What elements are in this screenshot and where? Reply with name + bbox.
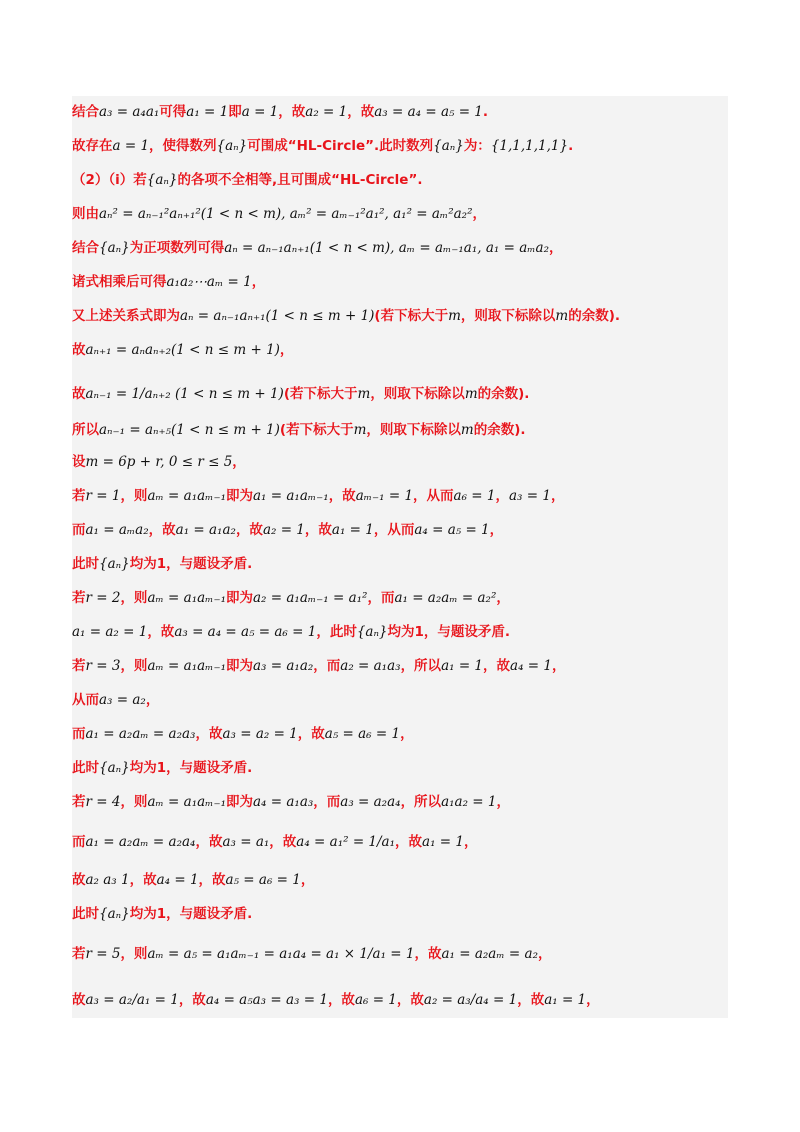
red-text-run: ，故 xyxy=(235,522,263,538)
math-expression: {aₙ} xyxy=(216,138,248,154)
math-expression: a₃ = a₂ = 1 xyxy=(222,726,298,742)
math-expression: aₘ = a₁aₘ₋₁ xyxy=(147,794,226,810)
text-line-l13 xyxy=(72,520,503,540)
red-text-run: 诸式相乘后可得 xyxy=(72,274,167,290)
math-expression: a₂ = 1 xyxy=(305,104,348,120)
red-text-run: 而 xyxy=(72,522,86,538)
red-text-run: 若 xyxy=(72,590,86,606)
red-text-run: ， xyxy=(400,726,414,742)
math-expression: {aₙ} xyxy=(146,172,178,188)
text-line-l10 xyxy=(72,420,526,440)
math-expression: aₘ = a₁aₘ₋₁ xyxy=(147,488,226,504)
red-text-run: (若下标大于 xyxy=(374,308,449,324)
math-expression: a₁ = 1 xyxy=(331,522,374,538)
math-expression: a₂ = a₁aₘ₋₁ = a₁² xyxy=(253,590,368,606)
math-expression: aₘ = a₁aₘ₋₁ xyxy=(147,658,226,674)
math-expression: a₃ = 1 xyxy=(509,488,551,504)
math-expression: a₄ = a₁a₃ xyxy=(253,794,314,810)
red-text-run: 为： xyxy=(463,138,491,154)
red-text-run: ，故 xyxy=(195,726,223,742)
red-text-run: 为正项数列可得 xyxy=(129,240,225,256)
red-text-run: 即为 xyxy=(226,488,253,504)
math-expression: aₙ₊₁ = aₙaₙ₊₂(1 < n ≤ m + 1) xyxy=(85,342,280,358)
math-expression: a₁ = aₘa₂ xyxy=(85,522,149,538)
red-text-run: 即为 xyxy=(226,794,253,810)
text-line-l22 xyxy=(72,832,477,852)
math-expression: aₘ = a₁aₘ₋₁ xyxy=(147,590,226,606)
math-expression: aₙ₋₁ = aₙ₊₅(1 < n ≤ m + 1) xyxy=(99,422,280,438)
red-text-run: ，则取下标除以 xyxy=(460,308,556,324)
math-expression: r = 4 xyxy=(85,794,121,810)
red-text-run: ，故 xyxy=(195,834,223,850)
red-text-run: ，故 xyxy=(414,946,442,962)
math-expression: a₄ = a₅ = 1 xyxy=(414,522,490,538)
red-text-run: ， xyxy=(550,488,565,504)
red-text-run: ，而 xyxy=(367,590,395,606)
red-text-run: ，故 xyxy=(517,992,545,1008)
text-line-l17 xyxy=(72,656,565,676)
red-text-run: 若 xyxy=(72,658,86,674)
red-text-run: 均为1，与题设矛盾. xyxy=(129,906,253,922)
red-text-run: ， xyxy=(251,274,266,290)
math-expression: m xyxy=(448,308,461,324)
red-text-run: ，故 xyxy=(269,834,297,850)
math-expression: a₁ = a₂aₘ = a₂a₃ xyxy=(85,726,196,742)
math-expression: a₅ = a₆ = 1 xyxy=(324,726,401,742)
red-text-run: . xyxy=(568,138,574,154)
red-text-run: ，则 xyxy=(120,488,148,504)
red-text-run: 即 xyxy=(228,104,242,120)
math-expression: a₁ = a₂aₘ = a₂a₄ xyxy=(85,834,196,850)
red-text-run: ，而 xyxy=(313,794,341,810)
red-text-run: ，则取下标除以 xyxy=(366,422,461,438)
red-text-run: ， xyxy=(586,992,600,1008)
math-expression: {1,1,1,1,1} xyxy=(490,138,569,154)
red-text-run: . xyxy=(482,104,489,120)
red-text-run: ， xyxy=(495,488,509,504)
red-text-run: 均为1，与题设矛盾. xyxy=(129,556,253,572)
red-text-run: ，则 xyxy=(120,946,148,962)
red-text-run: 可围成“HL-Circle”.此时数列 xyxy=(247,138,434,154)
math-expression: a₃ = a₁a₂ xyxy=(253,658,314,674)
red-text-run: ， xyxy=(279,342,294,358)
text-line-l09 xyxy=(72,384,529,404)
math-expression: a₃ = a₂ xyxy=(99,692,146,708)
solution-text-block xyxy=(72,96,728,1018)
math-expression: a₃ = a₄a₁ xyxy=(99,104,160,120)
red-text-run: ， xyxy=(232,454,246,470)
red-text-run: 的余数). xyxy=(568,308,621,324)
red-text-run: 均为1，与题设矛盾. xyxy=(387,624,511,640)
red-text-run: ，故 xyxy=(347,104,375,120)
text-line-l04 xyxy=(72,204,486,224)
math-expression: a₄ = a₁² = 1/a₁ xyxy=(296,834,396,850)
red-text-run: 若 xyxy=(72,488,86,504)
red-text-run: ， xyxy=(496,590,510,606)
text-line-l18 xyxy=(72,690,159,710)
red-text-run: 的余数). xyxy=(477,386,530,402)
red-text-run: ，故 xyxy=(198,872,226,888)
red-text-run: ，故 xyxy=(178,992,206,1008)
math-expression: a = 1 xyxy=(241,104,279,120)
math-expression: a₁ = a₁a₂ xyxy=(175,522,236,538)
math-expression: a₂ = a₁a₃ xyxy=(340,658,401,674)
text-line-l05 xyxy=(72,238,563,258)
text-line-l02 xyxy=(72,136,573,156)
red-text-run: ， xyxy=(472,206,486,222)
red-text-run: 即为 xyxy=(226,658,253,674)
text-line-l01 xyxy=(72,102,488,122)
red-text-run: 此时 xyxy=(72,760,99,776)
text-line-l24 xyxy=(72,904,252,924)
red-text-run: ，使得数列 xyxy=(149,138,217,154)
red-text-run: (若下标大于 xyxy=(283,386,358,402)
math-expression: a₆ = 1 xyxy=(354,992,397,1008)
math-expression: m = 6p + r, 0 ≤ r ≤ 5 xyxy=(85,454,233,470)
text-line-l23 xyxy=(72,870,314,890)
text-line-l16 xyxy=(72,622,510,642)
red-text-run: ，所以 xyxy=(400,794,442,810)
red-text-run: 设 xyxy=(72,454,86,470)
math-expression: a₁ = a₂ = 1 xyxy=(72,624,148,640)
math-expression: a₄ = a₅a₃ = a₃ = 1 xyxy=(205,992,328,1008)
red-text-run: ，所以 xyxy=(400,658,442,674)
text-line-l06 xyxy=(72,272,265,292)
text-line-l03 xyxy=(72,170,422,190)
red-text-run: 若 xyxy=(72,794,86,810)
math-expression: a₁ = 1 xyxy=(422,834,464,850)
text-line-l21 xyxy=(72,792,510,812)
text-line-l19 xyxy=(72,724,414,744)
red-text-run: 则由 xyxy=(72,206,99,222)
red-text-run: ，则取下标除以 xyxy=(370,386,465,402)
red-text-run: 均为1，与题设矛盾. xyxy=(129,760,253,776)
red-text-run: 此时 xyxy=(72,906,99,922)
red-text-run: ， xyxy=(549,240,563,256)
red-text-run: ，故 xyxy=(129,872,157,888)
math-expression: aₘ = a₅ = a₁aₘ₋₁ = a₁a₄ = a₁ × 1/a₁ = 1 xyxy=(147,946,415,962)
math-expression: m xyxy=(353,422,367,438)
math-expression: a = 1 xyxy=(112,138,150,154)
math-expression: a₁ = a₁aₘ₋₁ xyxy=(253,488,329,504)
math-expression: m xyxy=(357,386,371,402)
red-text-run: 此时 xyxy=(72,556,99,572)
math-expression: a₄ = 1 xyxy=(510,658,552,674)
math-expression: a₂ = 1 xyxy=(262,522,305,538)
math-expression: {aₙ} xyxy=(356,624,388,640)
math-expression: {aₙ} xyxy=(99,240,130,256)
red-text-run: ，故 xyxy=(483,658,511,674)
math-expression: a₁a₂ = 1 xyxy=(441,794,497,810)
math-expression: a₃ = a₄ = a₅ = a₆ = 1 xyxy=(174,624,317,640)
red-text-run: 的各项不全相等,且可围成“HL-Circle”. xyxy=(177,172,423,188)
red-text-run: 故 xyxy=(72,992,86,1008)
red-text-run: 故 xyxy=(72,342,86,358)
text-line-l12 xyxy=(72,486,564,506)
math-expression: a₂ = a₃/a₄ = 1 xyxy=(423,992,518,1008)
red-text-run: 若 xyxy=(72,946,86,962)
red-text-run: 所以 xyxy=(72,422,99,438)
math-expression: m xyxy=(460,422,474,438)
red-text-run: ，故 xyxy=(395,834,423,850)
text-line-l26 xyxy=(72,990,600,1010)
red-text-run: （2）（i）若 xyxy=(72,172,147,188)
red-text-run: ，从而 xyxy=(373,522,415,538)
red-text-run: ，从而 xyxy=(413,488,454,504)
math-expression: a₅ = a₆ = 1 xyxy=(225,872,301,888)
red-text-run: ，故 xyxy=(396,992,424,1008)
math-expression: a₁ = 1 xyxy=(441,658,484,674)
math-expression: {aₙ} xyxy=(99,556,130,572)
red-text-run: 的余数). xyxy=(473,422,526,438)
text-line-l15 xyxy=(72,588,510,608)
red-text-run: ， xyxy=(145,692,160,708)
math-expression: r = 3 xyxy=(85,658,121,674)
red-text-run: ， xyxy=(496,794,510,810)
red-text-run: ，则 xyxy=(120,658,148,674)
math-expression: a₁ = 1 xyxy=(544,992,587,1008)
red-text-run: ，故 xyxy=(327,992,355,1008)
text-line-l20 xyxy=(72,758,252,778)
red-text-run: ，则 xyxy=(120,794,148,810)
text-line-l08 xyxy=(72,340,293,360)
red-text-run: ， xyxy=(300,872,315,888)
red-text-run: ， xyxy=(537,946,552,962)
text-line-l25 xyxy=(72,944,551,964)
red-text-run: 而 xyxy=(72,726,86,742)
math-expression: {aₙ} xyxy=(99,906,130,922)
math-expression: a₃ = a₂/a₁ = 1 xyxy=(85,992,179,1008)
math-expression: a₃ = a₁ xyxy=(222,834,270,850)
math-expression: a₁ = a₂aₘ = a₂² xyxy=(394,590,497,606)
math-expression: r = 5 xyxy=(85,946,121,962)
red-text-run: 结合 xyxy=(72,240,99,256)
math-expression: aₙ = aₙ₋₁aₙ₊₁(1 < n ≤ m + 1) xyxy=(180,308,375,324)
red-text-run: ，故 xyxy=(304,522,332,538)
red-text-run: ，此时 xyxy=(316,624,357,640)
math-expression: a₁a₂⋯aₘ = 1 xyxy=(166,274,252,290)
math-expression: a₆ = 1 xyxy=(453,488,496,504)
red-text-run: 可得 xyxy=(159,104,187,120)
red-text-run: ，则 xyxy=(120,590,148,606)
math-expression: a₃ = a₄ = a₅ = 1 xyxy=(374,104,483,120)
math-expression: a₁ = a₂aₘ = a₂ xyxy=(441,946,538,962)
math-expression: a₁ = 1 xyxy=(186,104,229,120)
math-expression: {aₙ} xyxy=(433,138,464,154)
red-text-run: ， xyxy=(489,522,504,538)
math-expression: a₄ = 1 xyxy=(156,872,199,888)
red-text-run: ， xyxy=(551,658,566,674)
red-text-run: ，故 xyxy=(297,726,325,742)
red-text-run: 从而 xyxy=(72,692,99,708)
red-text-run: 故存在 xyxy=(72,138,113,154)
red-text-run: 又上述关系式即为 xyxy=(72,308,180,324)
math-expression: aₙ = aₙ₋₁aₙ₊₁(1 < n < m), aₘ = aₘ₋₁a₁, a₁ = aₘa₂ xyxy=(224,240,549,256)
text-line-l11 xyxy=(72,452,246,472)
red-text-run: ， xyxy=(463,834,478,850)
math-expression: r = 2 xyxy=(85,590,121,606)
math-expression: {aₙ} xyxy=(99,760,130,776)
math-expression: aₙ² = aₙ₋₁²aₙ₊₁²(1 < n < m), aₘ² = aₘ₋₁²a₁², a₁² = aₘ²a₂² xyxy=(99,206,473,222)
red-text-run: (若下标大于 xyxy=(279,422,354,438)
math-expression: aₘ₋₁ = 1 xyxy=(355,488,414,504)
math-expression: a₂ a₃ 1 xyxy=(85,872,130,888)
red-text-run: 即为 xyxy=(226,590,253,606)
math-expression: m xyxy=(555,308,569,324)
text-line-l07 xyxy=(72,306,620,326)
red-text-run: ，故 xyxy=(148,522,176,538)
red-text-run: 故 xyxy=(72,386,86,402)
red-text-run: ，故 xyxy=(328,488,356,504)
math-expression: r = 1 xyxy=(85,488,121,504)
math-expression: a₃ = a₂a₄ xyxy=(340,794,401,810)
text-line-l14 xyxy=(72,554,252,574)
red-text-run: ，故 xyxy=(147,624,175,640)
red-text-run: 故 xyxy=(72,872,86,888)
red-text-run: 结合 xyxy=(72,104,99,120)
math-expression: aₙ₋₁ = 1/aₙ₊₂ (1 < n ≤ m + 1) xyxy=(85,386,284,402)
red-text-run: ，故 xyxy=(278,104,306,120)
red-text-run: 而 xyxy=(72,834,86,850)
red-text-run: ，而 xyxy=(313,658,341,674)
math-expression: m xyxy=(464,386,478,402)
